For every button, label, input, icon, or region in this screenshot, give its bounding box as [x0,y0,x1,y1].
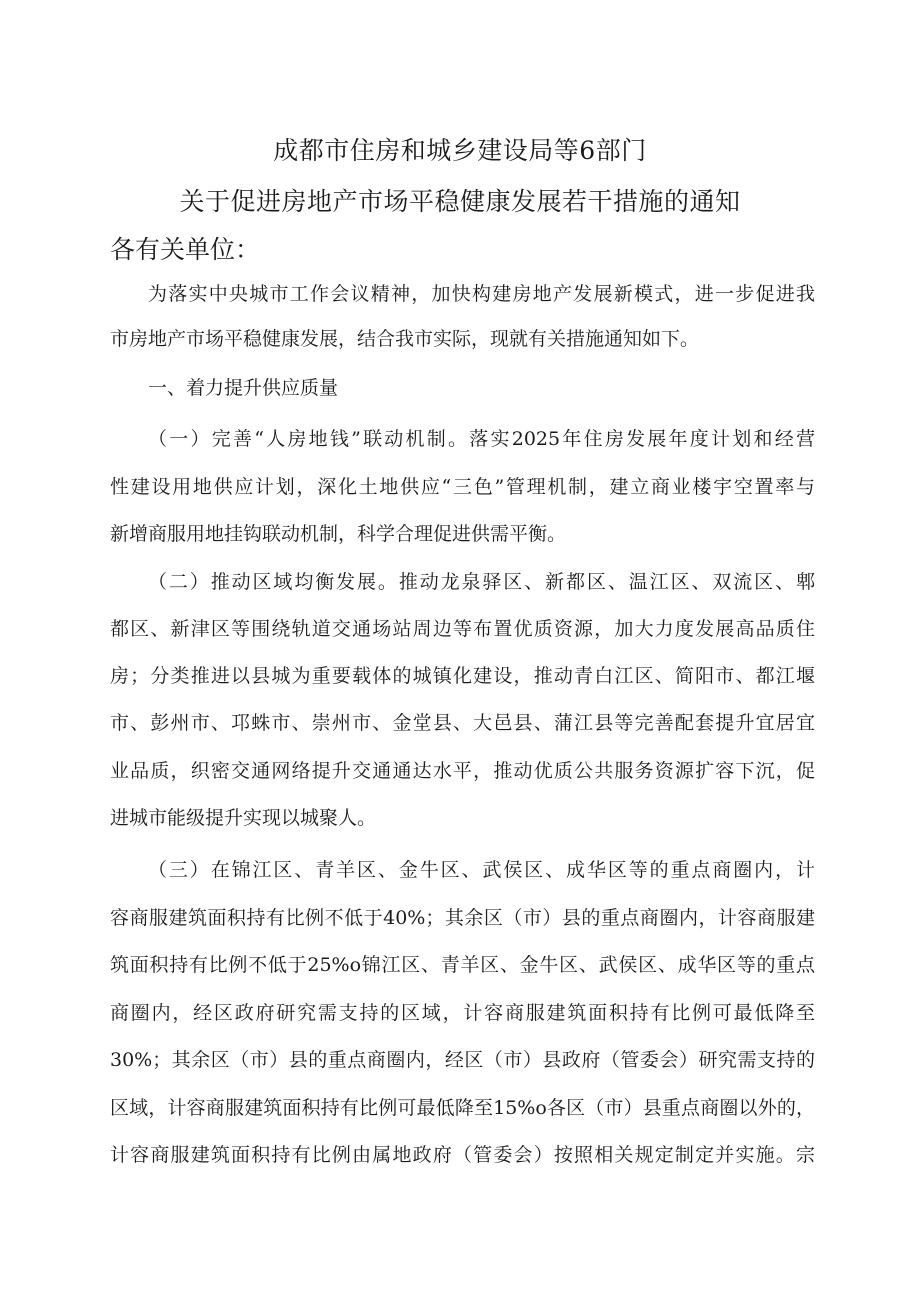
document-title-line-1: 成都市住房和城乡建设局等6部门 [273,136,647,165]
item3-line: 商圈内，经区政府研究需支持的区域，计容商服建筑面积持有比例可最低降至 [110,1002,815,1024]
item2-line: 业品质，织密交通网络提升交通通达水平，推动优质公共服务资源扩容下沉，促 [110,760,815,782]
item1-line: 新增商服用地挂钩联动机制，科学合理促进供需平衡。 [110,523,567,545]
item2-line: 都区、新津区等围绕轨道交通场站周边等布置优质资源，加大力度发展高品质住 [110,618,815,640]
item3-line: 计容商服建筑面积持有比例由属地政府（管委会）按照相关规定制定并实施。宗 [110,1144,815,1166]
intro-line: 市房地产市场平稳健康发展，结合我市实际，现就有关措施通知如下。 [110,328,700,350]
item3-line: 30%；其余区（市）县的重点商圈内，经区（市）县政府（管委会）研究需支持的 [110,1049,815,1071]
item2-line: 房；分类推进以县城为重要载体的城镇化建设，推动青白江区、简阳市、都江堰 [110,665,815,687]
item1-line: （一）完善“人房地钱”联动机制。落实2025年住房发展年度计划和经营 [148,428,815,450]
item2-line: 进城市能级提升实现以城聚人。 [110,807,377,829]
item3-line: （三）在锦江区、青羊区、金牛区、武侯区、成华区等的重点商圈内，计 [148,859,815,881]
section-heading: 一、着力提升供应质量 [148,377,339,399]
item3-line: 区域，计容商服建筑面积持有比例可最低降至15%o各区（市）县重点商圈以外的， [110,1097,815,1119]
item2-line: 市、彭州市、邛蛛市、崇州市、金堂县、大邑县、蒲江县等完善配套提升宜居宜 [110,712,815,734]
intro-line: 为落实中央城市工作会议精神，加快构建房地产发展新模式，进一步促进我 [148,283,815,305]
document-title-line-2: 关于促进房地产市场平稳健康发展若干措施的通知 [179,187,741,216]
salutation: 各有关单位： [110,235,261,264]
item3-line: 筑面积持有比例不低于25%o锦江区、青羊区、金牛区、武侯区、成华区等的重点 [110,954,815,976]
item1-line: 性建设用地供应计划，深化土地供应“三色”管理机制，建立商业楼宇空置率与 [110,476,815,498]
item3-line: 容商服建筑面积持有比例不低于40%；其余区（市）县的重点商圈内，计容商服建 [110,907,815,929]
item2-line: （二）推动区域均衡发展。推动龙泉驿区、新都区、温江区、双流区、郫 [148,571,815,593]
